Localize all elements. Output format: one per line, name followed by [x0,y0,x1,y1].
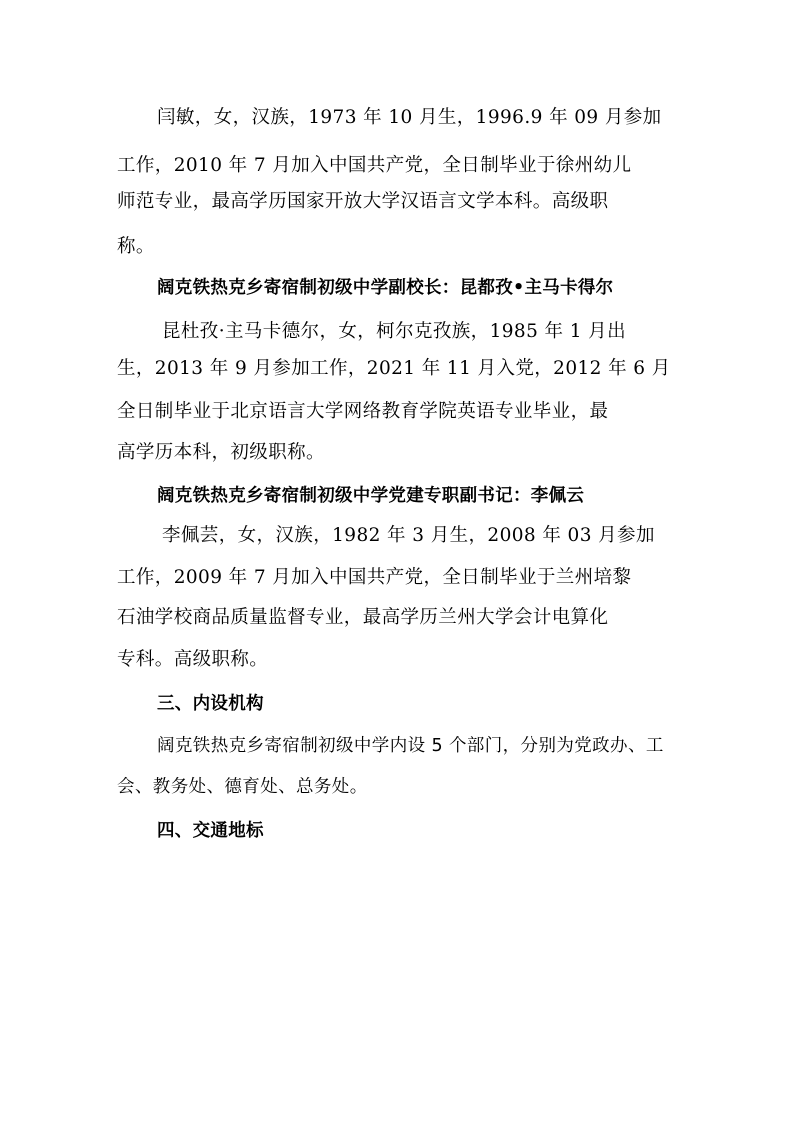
bio-line: 专科。高级职称。 [117,649,269,670]
bio-line: 石油学校商品质量监督专业，最高学历兰州大学会计电算化 [117,607,609,628]
section-heading: 四、交通地标 [157,821,264,841]
bio-line: 全日制毕业于北京语言大学网络教育学院英语专业毕业，最 [117,401,609,422]
section-heading: 三、内设机构 [157,694,264,714]
section-body-line: 阔克铁热克乡寄宿制初级中学内设 5 个部门，分别为党政办、工 [157,736,664,756]
bio-line: 生，2013 年 9 月参加工作，2021 年 11 月入党，2012 年 6 月 [117,358,671,379]
party-secretary-heading: 阔克铁热克乡寄宿制初级中学党建专职副书记：李佩云 [157,486,585,506]
bio-line: 师范专业，最高学历国家开放大学汉语言文学本科。高级职 [117,191,609,212]
bio-line: 闫敏，女，汉族，1973 年 10 月生，1996.9 年 09 月参加 [157,107,662,128]
bio-line: 称。 [117,236,155,257]
bio-line: 李佩芸，女，汉族，1982 年 3 月生，2008 年 03 月参加 [162,525,655,546]
vice-principal-heading: 阔克铁热克乡寄宿制初级中学副校长：昆都孜•主马卡得尔 [157,278,614,298]
bio-line: 昆杜孜·主马卡德尔，女，柯尔克孜族，1985 年 1 月出 [162,321,626,342]
bio-line: 高学历本科，初级职称。 [117,442,325,463]
bio-line: 工作，2010 年 7 月加入中国共产党，全日制毕业于徐州幼儿 [117,155,632,176]
section-body-line: 会、教务处、德育处、总务处。 [117,777,368,797]
bio-line: 工作，2009 年 7 月加入中国共产党，全日制毕业于兰州培黎 [117,567,632,588]
